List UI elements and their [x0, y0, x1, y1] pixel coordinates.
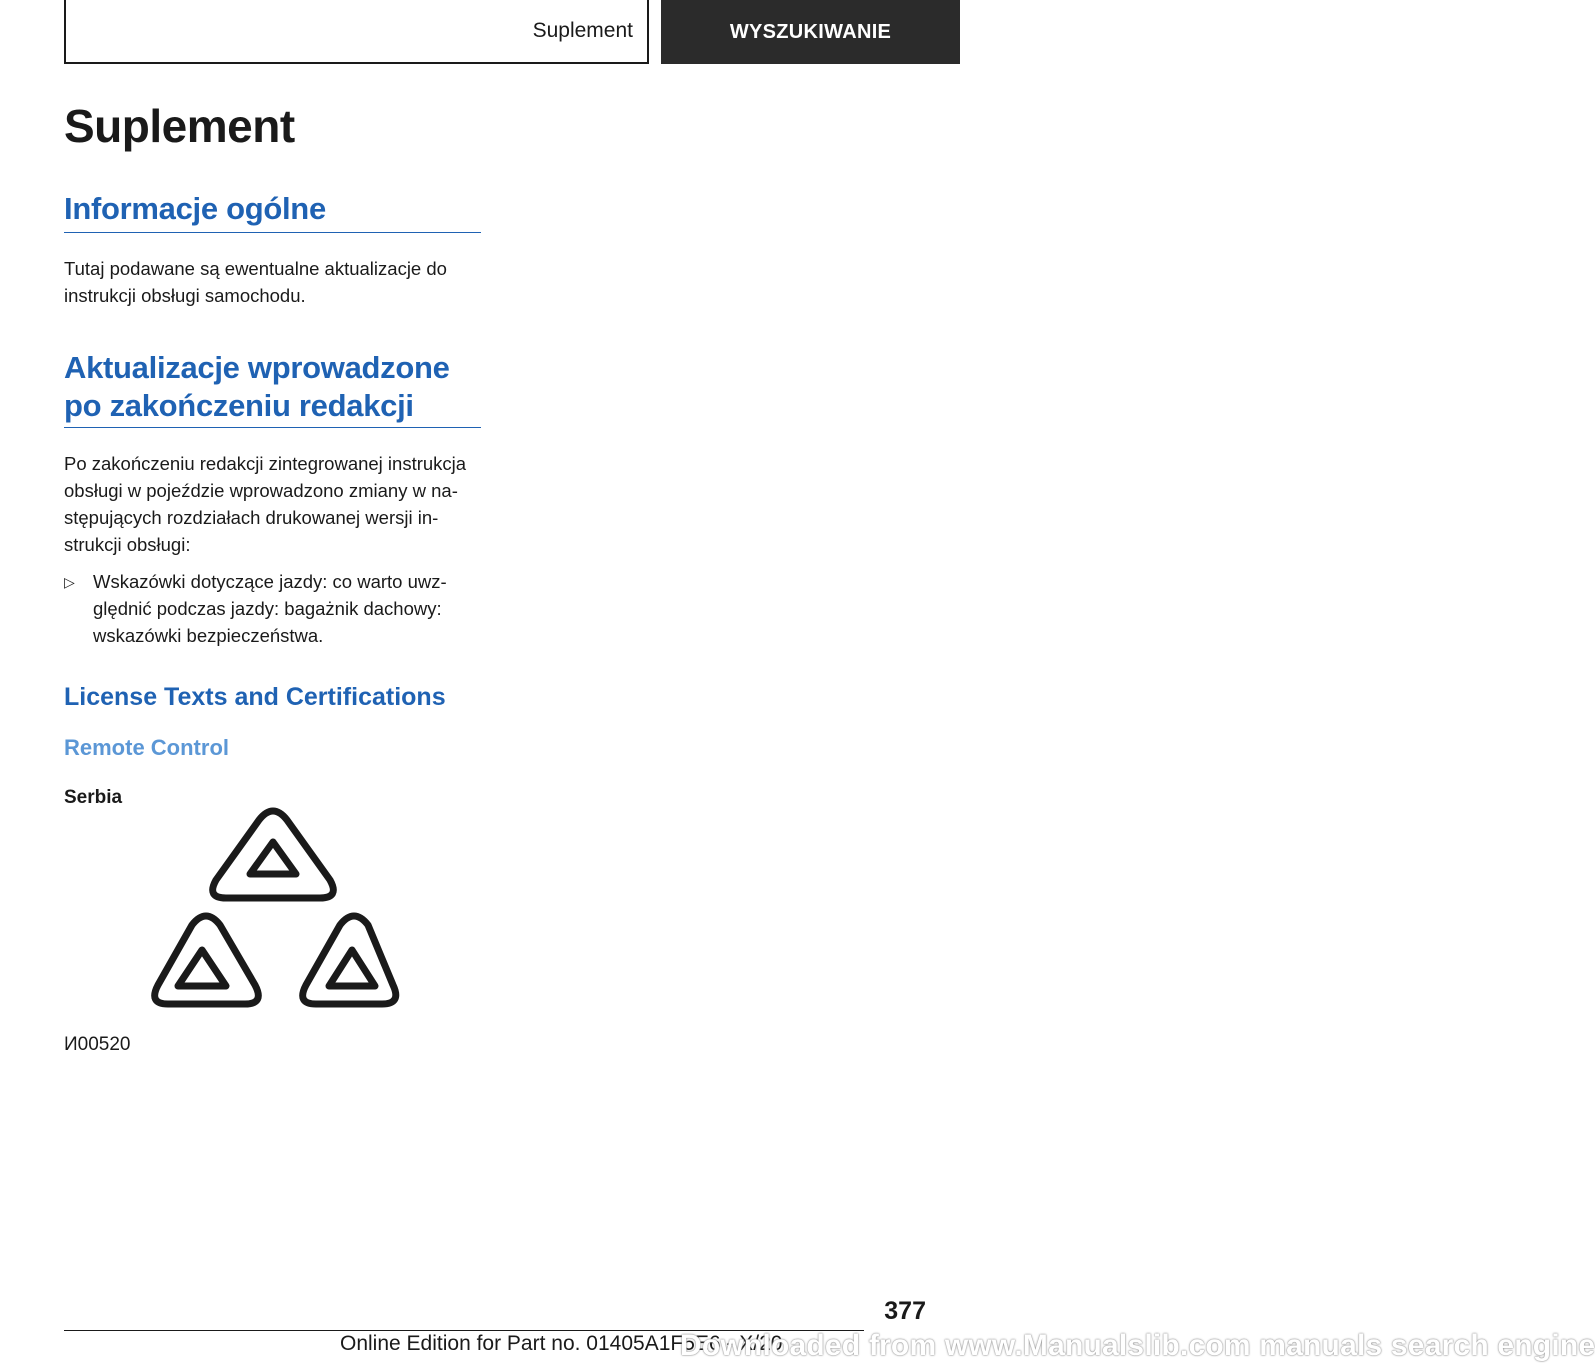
section-heading-license: License Texts and Certifications	[64, 683, 446, 711]
tab-search-label: WYSZUKIWANIE	[729, 20, 892, 43]
section-heading-updates-line1: Aktualizacje wprowadzone	[64, 350, 450, 385]
general-paragraph: Tutaj podawane są ewentualne aktualizacje do instrukcji obsługi samochodu.	[64, 258, 447, 306]
list-item	[64, 568, 481, 649]
updates-paragraph: Po zakończeniu redakcji zintegrowanej instrukcja obsługi w pojeździe wprowadzono zmiany w następujących rozdziałach drukowanej wersji instrukcji obsługi:	[64, 453, 467, 555]
tab-search[interactable]	[661, 0, 960, 64]
page-title: Suplement	[64, 100, 295, 152]
watermark-text: Downloaded from www.Manualslib.com manuals search engine	[680, 1329, 1595, 1362]
page-number: 377	[884, 1297, 926, 1325]
list-item-text: Wskazówki dotyczące jazdy: co warto uwzględnić podczas jazdy: bagażnik dachowy: wskazówki bezpieczeństwa.	[93, 571, 447, 646]
bullet-triangle-icon: ▷	[64, 574, 75, 590]
serbia-certification-mark-icon	[140, 800, 405, 1015]
country-heading-serbia: Serbia	[64, 787, 123, 808]
general-heading-block	[64, 190, 481, 233]
certification-code: И00520	[64, 1034, 131, 1055]
subsection-heading-remote: Remote Control	[64, 735, 229, 760]
section-heading-updates-line2: po zakończeniu redakcji	[64, 388, 414, 423]
section-heading-updates	[64, 349, 481, 427]
watermark	[680, 1329, 1595, 1363]
tab-suplement[interactable]	[64, 0, 649, 64]
footer-edition-text: Online Edition for Part no. 01405A1F5E6 - X/20	[340, 1332, 783, 1355]
tab-suplement-label: Suplement	[532, 19, 633, 42]
page-content	[64, 96, 481, 811]
section-heading-general: Informacje ogólne	[64, 191, 326, 226]
updates-heading-block	[64, 349, 481, 428]
